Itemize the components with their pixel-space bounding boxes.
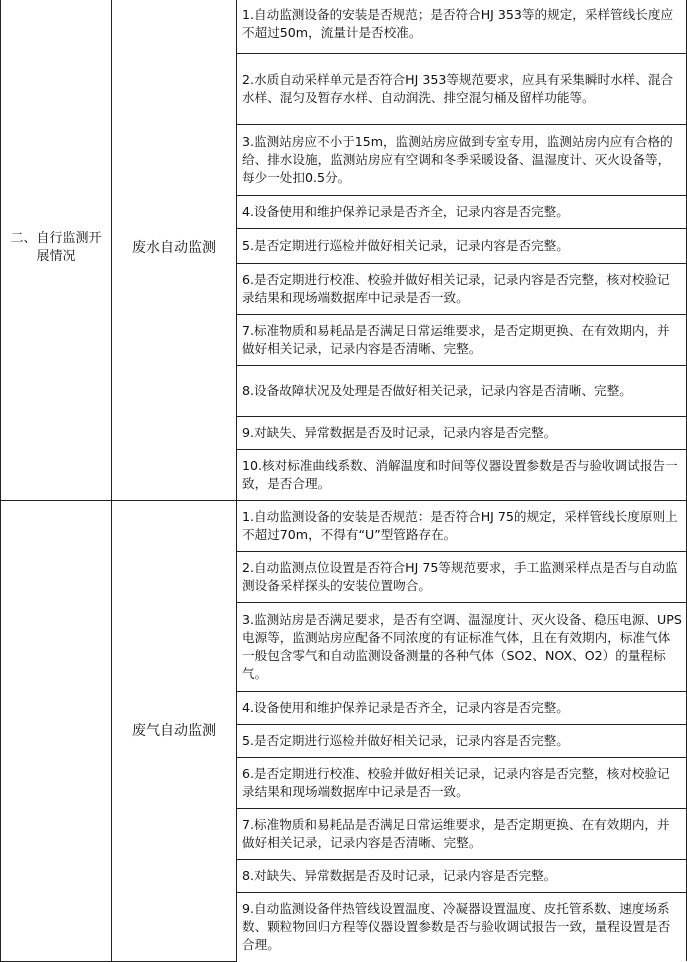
check-item: 8.对缺失、异常数据是否及时记录，记录内容是否完整。 (237, 860, 687, 893)
check-item: 5.是否定期进行巡检并做好相关记录，记录内容是否完整。 (237, 725, 687, 758)
check-item: 1.自动监测设备的安装是否规范；是否符合HJ 353等的规定，采样管线长度应不超过50m，流量计是否校准。 (237, 0, 687, 54)
check-item: 2.自动监测点位设置是否符合HJ 75等规范要求，手工监测采样点是否与自动监测设备采样探头的安装位置吻合。 (237, 552, 687, 603)
check-item: 7.标准物质和易耗品是否满足日常运维要求，是否定期更换、在有效期内，并做好相关记录，记录内容是否清晰、完整。 (237, 809, 687, 860)
category-cell-wastewater (112, 0, 237, 501)
check-item: 8.设备故障状况及处理是否做好相关记录，记录内容是否清晰、完整。 (237, 366, 687, 417)
check-item: 6.是否定期进行校准、校验并做好相关记录，记录内容是否完整，核对校验记录结果和现场端数据库中记录是否一致。 (237, 758, 687, 809)
category-label: 废水自动监测 (132, 239, 216, 256)
check-item: 7.标准物质和易耗品是否满足日常运维要求，是否定期更换、在有效期内，并做好相关记录，记录内容是否清晰、完整。 (237, 315, 687, 366)
section-label: 二、自行监测开展情况 (10, 230, 102, 264)
check-item: 4.设备使用和维护保养记录是否齐全，记录内容是否完整。 (237, 196, 687, 229)
section-cell (1, 0, 112, 501)
check-item: 2.水质自动采样单元是否符合HJ 353等规范要求，应具有采集瞬时水样、混合水样、混匀及暂存水样、自动润洗、排空混匀桶及留样功能等。 (237, 54, 687, 125)
check-item: 9.对缺失、异常数据是否及时记录，记录内容是否完整。 (237, 417, 687, 450)
section-cell-continued (1, 501, 112, 962)
check-item: 4.设备使用和维护保养记录是否齐全，记录内容是否完整。 (237, 692, 687, 725)
category-cell-waste-gas (112, 501, 237, 962)
check-item: 5.是否定期进行巡检并做好相关记录，记录内容是否完整。 (237, 229, 687, 264)
check-item: 3.监测站房是否满足要求，是否有空调、温湿度计、灭火设备、稳压电源、UPS电源等，监测站房应配备不同浓度的有证标准气体，且在有效期内，标准气体一般包含零气和自动监测设备测量的各种气体（SO2、NOX、O2）的量程标气。 (237, 603, 687, 692)
category-label: 废气自动监测 (132, 722, 216, 739)
check-item: 1.自动监测设备的安装是否规范：是否符合HJ 75的规定，采样管线长度原则上不超过70m，不得有“U”型管路存在。 (237, 501, 687, 552)
check-item: 9.自动监测设备伴热管线设置温度、冷凝器设置温度、皮托管系数、速度场系数、颗粒物回归方程等仪器设置参数是否与验收调试报告一致，量程设置是否合理。 (237, 893, 687, 962)
check-item: 6.是否定期进行校准、校验并做好相关记录，记录内容是否完整，核对校验记录结果和现场端数据库中记录是否一致。 (237, 264, 687, 315)
check-item: 10.核对标准曲线系数、消解温度和时间等仪器设置参数是否与验收调试报告一致，是否合理。 (237, 450, 687, 501)
check-item: 3.监测站房应不小于15m，监测站房应做到专室专用，监测站房内应有合格的给、排水设施，监测站房应有空调和冬季采暖设备、温湿度计、灭火设备等，每少一处扣0.5分。 (237, 125, 687, 196)
